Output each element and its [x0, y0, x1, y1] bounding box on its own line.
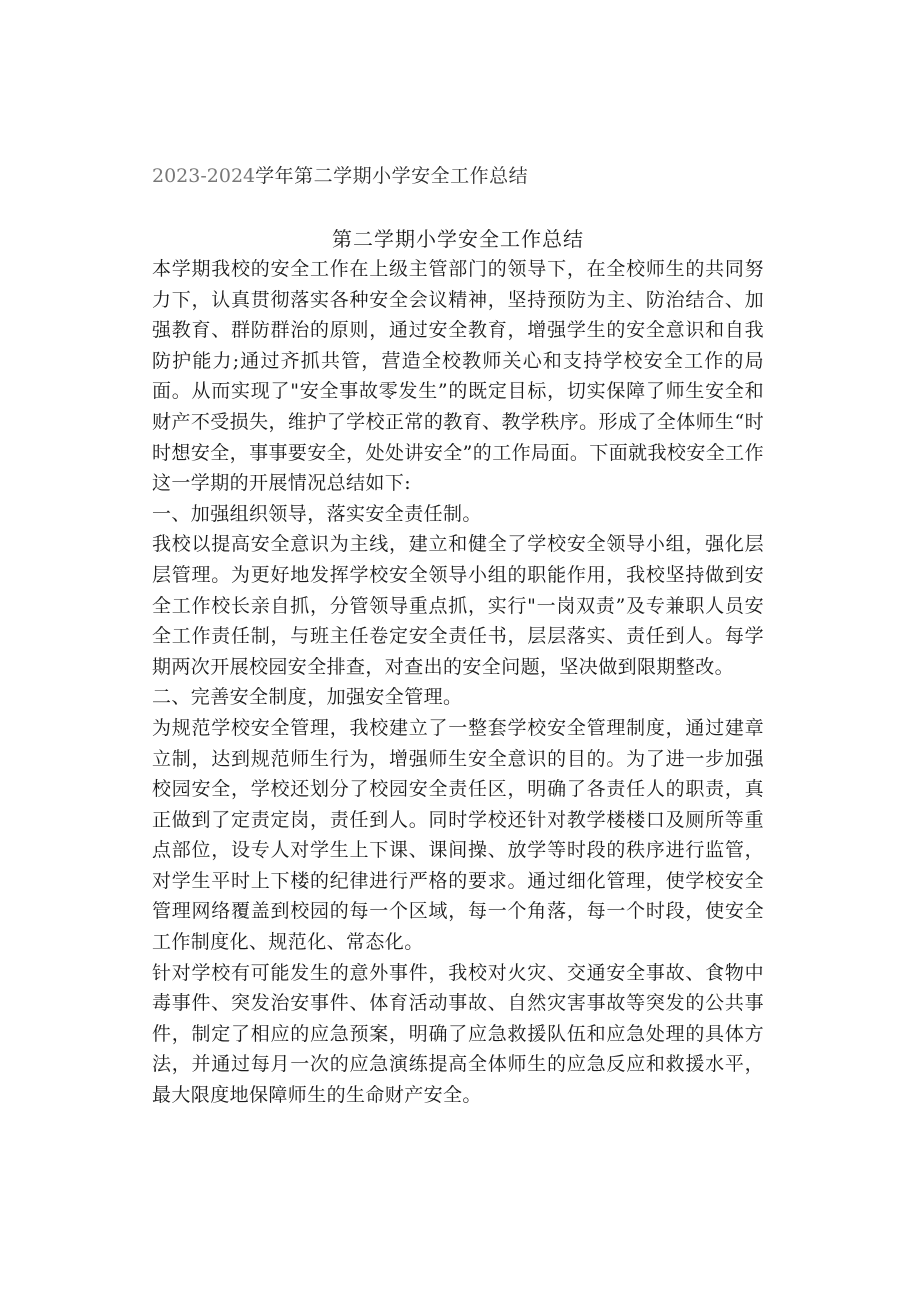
- header-title: 学年第二学期小学安全工作总结: [255, 165, 529, 187]
- section-2-paragraph-2: 针对学校有可能发生的意外事件，我校对火灾、交通安全事故、食物中毒事件、突发治安事件、体育活动事故、自然灾害事故等突发的公共事件，制定了相应的应急预案，明确了应急救援队伍和应急处理的具体方法，并通过每月一次的应急演练提高全体师生的应急反应和救援水平，最大限度地保障师生的生命财产安全。: [152, 961, 764, 1107]
- document-title: 第二学期小学安全工作总结: [332, 227, 584, 251]
- section-heading-1: 一、加强组织领导，落实安全责任制。: [152, 502, 482, 525]
- intro-paragraph: 本学期我校的安全工作在上级主管部门的领导下，在全校师生的共同努力下，认真贯彻落实各种安全会议精神，坚持预防为主、防治结合、加强教育、群防群治的原则，通过安全教育，增强学生的安全意识和自我防护能力;通过齐抓共管，营造全校教师关心和支持学校安全工作的局面。从而实现了"安全事故零发生”的既定目标，切实保障了师生安全和财产不受损失，维护了学校正常的教育、教学秩序。形成了全体师生“时时想安全，事事要安全，处处讲安全”的工作局面。下面就我校安全工作这一学期的开展情况总结如下:: [152, 258, 764, 495]
- section-heading-2: 二、完善安全制度，加强安全管理。: [152, 686, 463, 709]
- section-1-paragraph: 我校以提高安全意识为主线，建立和健全了学校安全领导小组，强化层层管理。为更好地发挥学校安全领导小组的职能作用，我校坚持做到安全工作校长亲自抓，分管领导重点抓，实行"一岗双责”及专兼职人员安全工作责任制，与班主任卷定安全责任书，层层落实、责任到人。每学期两次开展校园安全排查，对查出的安全问题，坚决做到限期整改。: [152, 533, 764, 678]
- section-2-paragraph-1: 为规范学校安全管理，我校建立了一整套学校安全管理制度，通过建章立制，达到规范师生行为，增强师生安全意识的目的。为了进一步加强校园安全，学校还划分了校园安全责任区，明确了各责任人的职责，真正做到了定责定岗，责任到人。同时学校还针对教学楼楼口及厕所等重点部位，设专人对学生上下课、课间操、放学等时段的秩序进行监管，对学生平时上下楼的纪律进行严格的要求。通过细化管理，使学校安全管理网络覆盖到校园的每一个区域，每一个角落，每一个时段，使安全工作制度化、规范化、常态化。: [152, 716, 764, 954]
- header-year: 2023-2024: [152, 165, 256, 187]
- document-body: [152, 254, 764, 1111]
- document-header: [152, 163, 772, 189]
